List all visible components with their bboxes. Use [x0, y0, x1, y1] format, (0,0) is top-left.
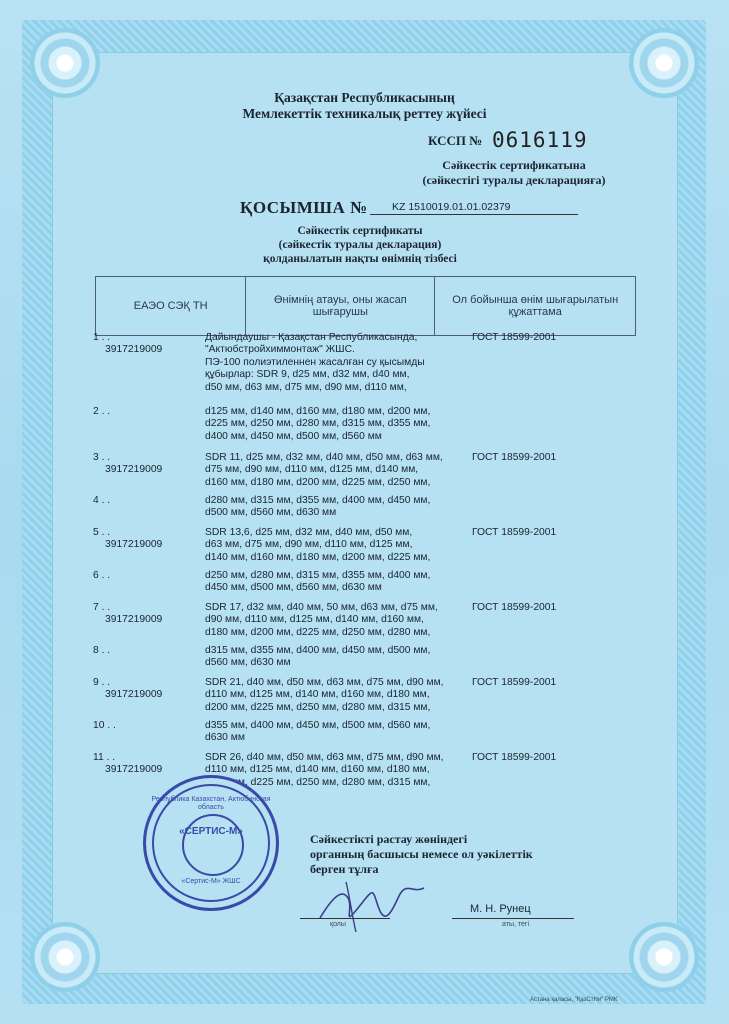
- cert-desc: Сәйкестік сертификатына: [442, 158, 586, 172]
- signatory-title-1: Сәйкестікті растау жөніндегі: [310, 832, 468, 846]
- signature-caption: қолы: [330, 921, 346, 928]
- row-number: 9 . . 3917219009: [93, 677, 163, 701]
- row-standard: ГОСТ 18599-2001: [472, 752, 557, 763]
- official-seal: [143, 775, 279, 911]
- appendix-title: ҚОСЫМША №: [240, 198, 368, 217]
- signature-line: [300, 918, 390, 919]
- header-country: Қазақстан Республикасының: [274, 90, 455, 105]
- seal-inner-ring: [182, 814, 244, 876]
- row-standard: ГОСТ 18599-2001: [472, 602, 557, 613]
- row-description: d125 мм, d140 мм, d160 мм, d180 мм, d200 мм, d225 мм, d250 мм, d280 мм, d315 мм, d355 мм, d400 мм, d450 мм, d500 мм, d560 мм: [205, 406, 431, 442]
- seal-bottom-text: «Сертис-М» ЖШС: [181, 878, 241, 885]
- subtitle-1: Сәйкестік сертификаты: [297, 225, 423, 237]
- cert-desc-2: (сәйкестігі туралы декларацияға): [422, 173, 606, 187]
- row-standard: ГОСТ 18599-2001: [472, 677, 557, 688]
- row-number: 4 . .: [93, 495, 111, 506]
- row-number: 5 . . 3917219009: [93, 527, 163, 551]
- corner-rosette-icon: [30, 922, 100, 992]
- appendix-number: KZ 1510019.01.01.02379: [392, 201, 511, 213]
- signatory-title-2: органның басшысы немесе ол уәкілеттік: [310, 847, 533, 861]
- row-description: d280 мм, d315 мм, d355 мм, d400 мм, d450 мм, d500 мм, d560 мм, d630 мм: [205, 495, 431, 519]
- cert-number-label: КССП №: [428, 133, 483, 148]
- col-header-code: ЕАЭО СЭҚ ТН: [96, 277, 246, 336]
- row-number: 8 . .: [93, 645, 111, 656]
- signatory-title-3: берген тұлға: [310, 862, 379, 876]
- row-description: SDR 26, d40 мм, d50 мм, d63 мм, d75 мм, d90 мм, d110 мм, d125 мм, d140 мм, d160 мм, d180 мм, d200 мм, d225 мм, d250 мм, d280 мм, d315 мм,: [205, 752, 444, 788]
- corner-rosette-icon: [629, 28, 699, 98]
- seal-top-text: Республика Казахстан, Актюбинская область: [151, 796, 271, 811]
- cert-number: 0616119: [492, 128, 588, 152]
- row-description: SDR 13,6, d25 мм, d32 мм, d40 мм, d50 мм, d63 мм, d75 мм, d90 мм, d110 мм, d125 мм, d140 мм, d160 мм, d180 мм, d200 мм, d225 мм,: [205, 527, 431, 563]
- row-description: SDR 17, d32 мм, d40 мм, 50 мм, d63 мм, d75 мм, d90 мм, d110 мм, d125 мм, d140 мм, d160 мм, d180 мм, d200 мм, d225 мм, d250 мм, d280 мм,: [205, 602, 438, 638]
- name-caption: аты, тегі: [502, 921, 529, 928]
- header-system: Мемлекеттік техникалық реттеу жүйесі: [242, 106, 487, 121]
- corner-rosette-icon: [30, 28, 100, 98]
- row-description: d355 мм, d400 мм, d450 мм, d500 мм, d560 мм, d630 мм: [205, 720, 431, 744]
- row-number: 11 . . 3917219009: [93, 752, 163, 776]
- row-number: 10 . .: [93, 720, 116, 731]
- appendix-underline: [370, 214, 578, 215]
- seal-center-text: «СЕРТИС-М»: [179, 826, 243, 837]
- row-number: 1 . . 3917219009: [93, 332, 163, 356]
- col-header-name: Өнімнің атауы, оны жасап шығарушы: [246, 277, 435, 336]
- row-number: 6 . .: [93, 570, 111, 581]
- subtitle-3: қолданылатын нақты өнімнің тізбесі: [263, 253, 457, 265]
- signatory-name: М. Н. Рунец: [470, 903, 531, 915]
- row-description: Дайындаушы - Қазақстан Республикасында, "Актюбстройхиммонтаж" ЖШС. ПЭ-100 полиэтиленнен жасалған су қысымды құбырлар: SDR 9, d25 мм, d32 мм, d40 мм, d50 мм, d63 мм, d75 мм, d90 мм, d110 мм,: [205, 332, 425, 393]
- row-description: d315 мм, d355 мм, d400 мм, d450 мм, d500 мм, d560 мм, d630 мм: [205, 645, 431, 669]
- product-table-header: [95, 276, 636, 336]
- row-standard: ГОСТ 18599-2001: [472, 332, 557, 343]
- row-standard: ГОСТ 18599-2001: [472, 452, 557, 463]
- name-line: [452, 918, 574, 919]
- row-description: SDR 21, d40 мм, d50 мм, d63 мм, d75 мм, d90 мм, d110 мм, d125 мм, d140 мм, d160 мм, d180 мм, d200 мм, d225 мм, d250 мм, d280 мм, d315 мм,: [205, 677, 444, 713]
- corner-rosette-icon: [629, 922, 699, 992]
- row-description: d250 мм, d280 мм, d315 мм, d355 мм, d400 мм, d450 мм, d500 мм, d560 мм, d630 мм: [205, 570, 431, 594]
- row-number: 7 . . 3917219009: [93, 602, 163, 626]
- row-standard: ГОСТ 18599-2001: [472, 527, 557, 538]
- row-number: 2 . .: [93, 406, 111, 417]
- row-number: 3 . . 3917219009: [93, 452, 163, 476]
- printer-note: Астана қаласы, "ҚазСтНи" РМК: [530, 997, 618, 1003]
- row-description: SDR 11, d25 мм, d32 мм, d40 мм, d50 мм, d63 мм, d75 мм, d90 мм, d110 мм, d125 мм, d140 мм, d160 мм, d180 мм, d200 мм, d225 мм, d250 мм,: [205, 452, 443, 488]
- subtitle-2: (сәйкестік туралы декларация): [278, 239, 442, 251]
- col-header-standard: Ол бойынша өнім шығарылатын құжаттама: [435, 277, 636, 336]
